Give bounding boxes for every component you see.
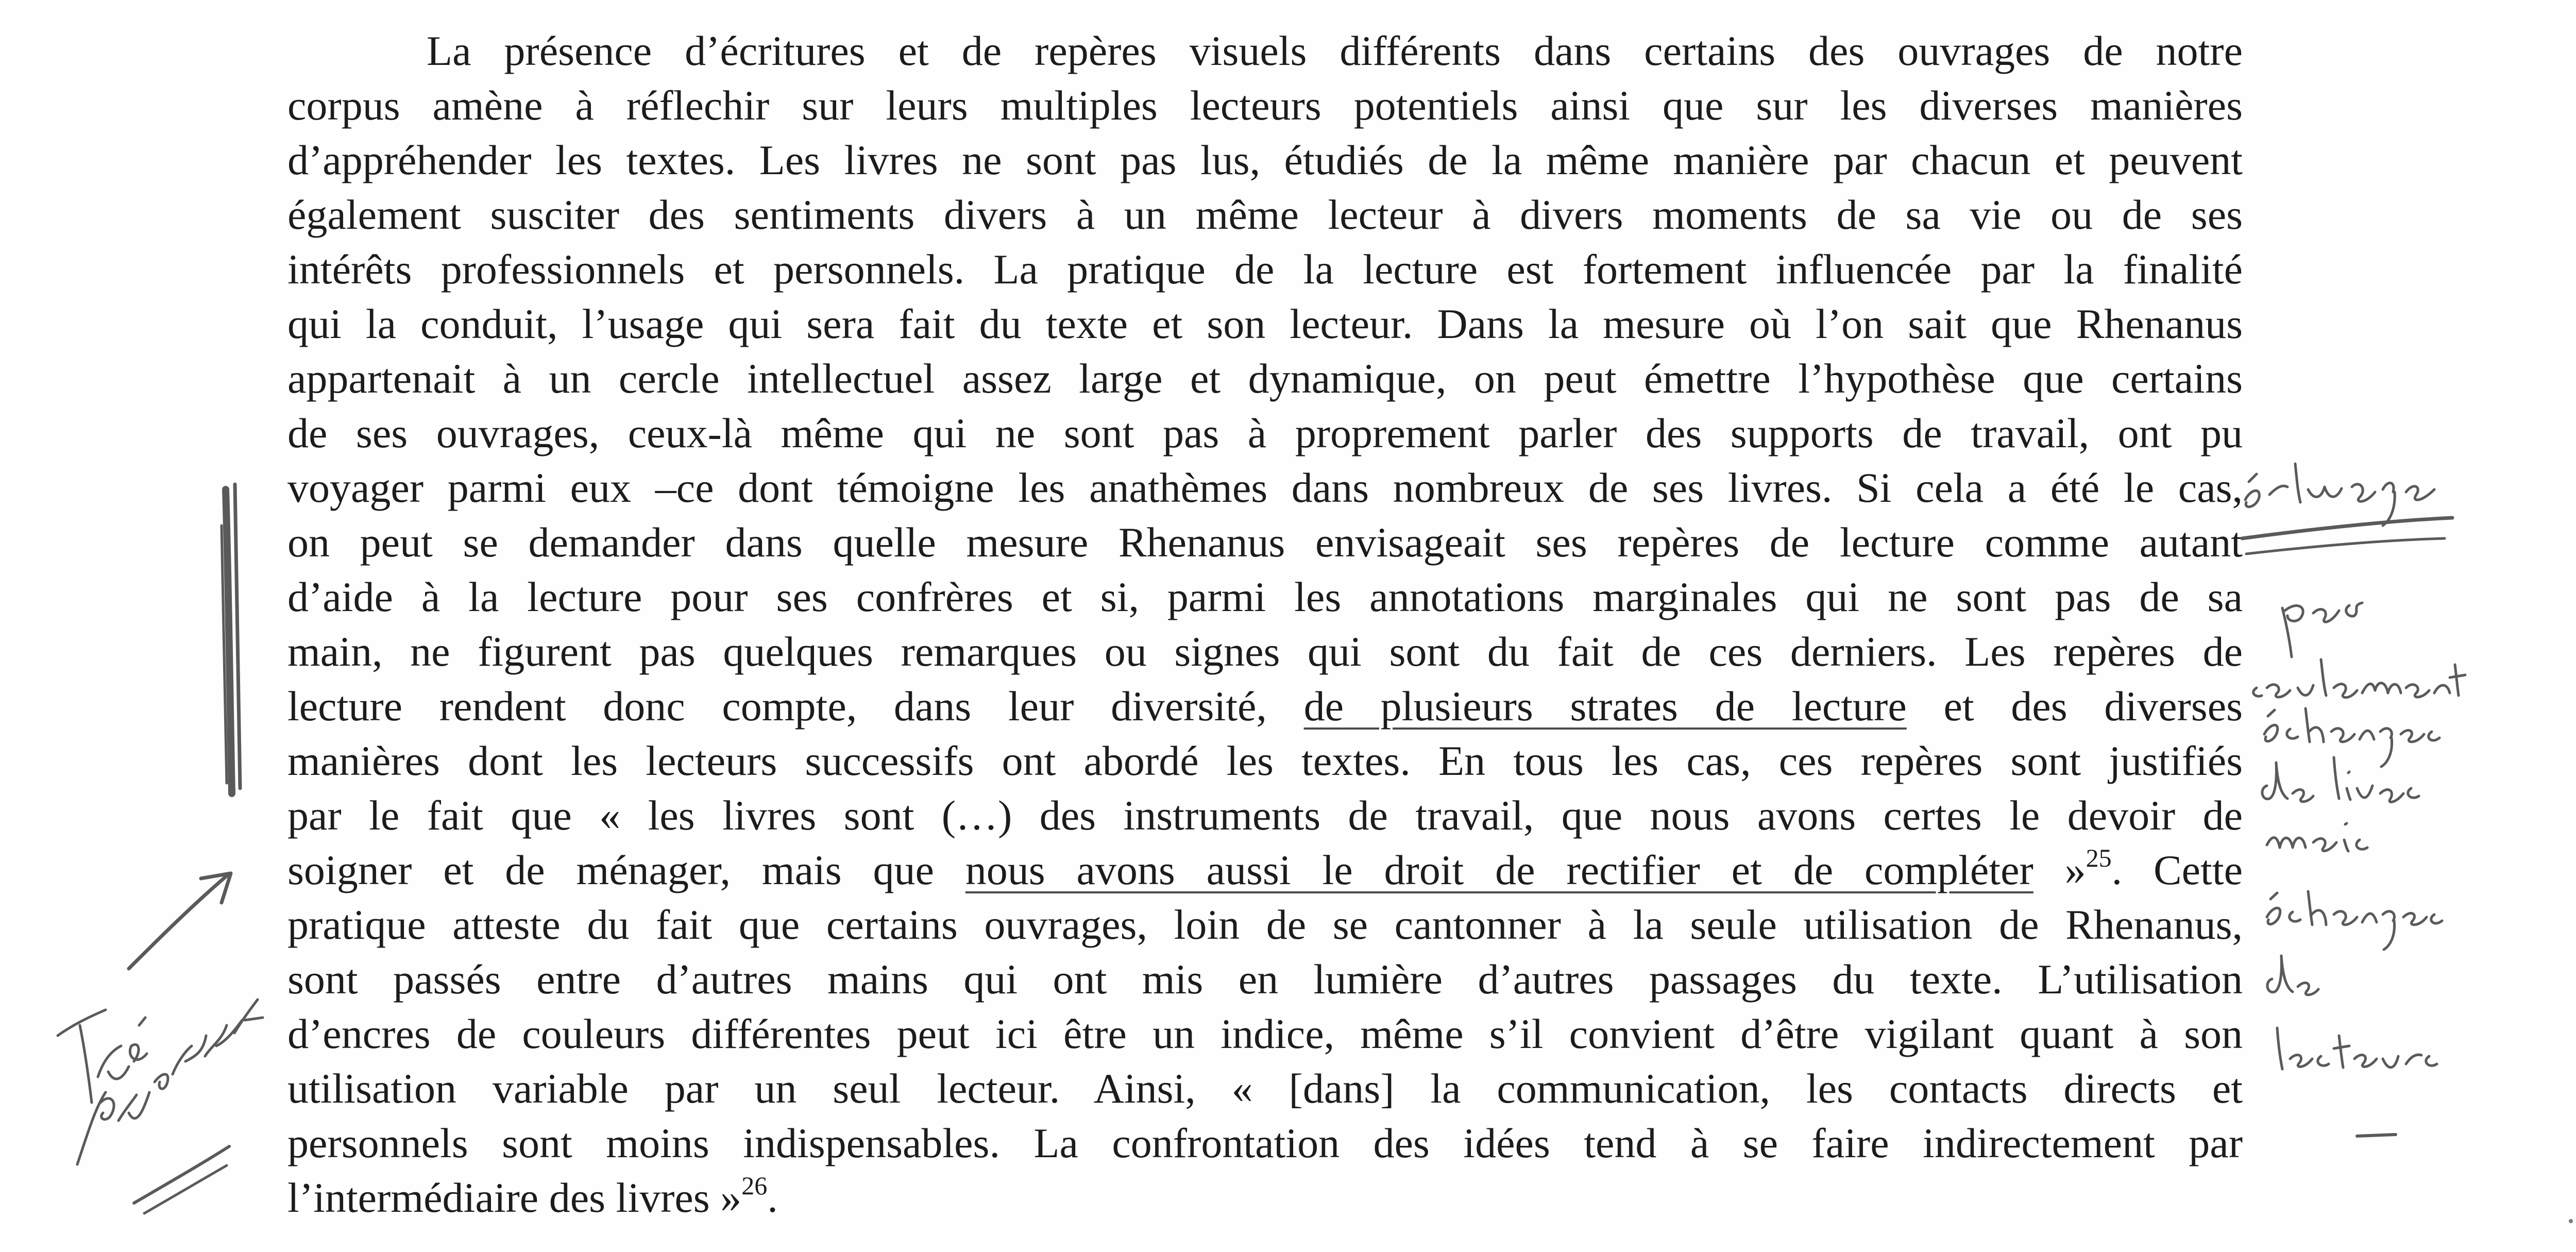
text-line: utilisation variable par un seul lecteur. Ainsi, « [dans] la communication, les contacts directs et	[287, 1065, 2243, 1112]
text-line: de ses ouvrages, ceux-là même qui ne sont pas à proprement parler des supports de travail, ont pu	[287, 410, 2243, 456]
text-line: sont passés entre d’autres mains qui ont mis en lumière d’autres passages du texte. L’utilisation	[287, 956, 2243, 1003]
text-line	[287, 1170, 2243, 1226]
text-line: main, ne figurent pas quelques remarques ou signes qui sont du fait de ces derniers. Les repères de	[287, 628, 2243, 675]
line-text-after: et des diverses	[1906, 683, 2243, 730]
echange-handwriting	[2245, 464, 2434, 526]
text-line: également susciter des sentiments divers à un même lecteur à divers moments de sa vie ou de ses	[287, 191, 2243, 238]
text-line: qui la conduit, l’usage qui sera fait du texte et son lecteur. Dans la mesure où l’on sait que Rhenanus	[287, 300, 2243, 347]
line-text-tail: .	[767, 1174, 778, 1221]
underlined-phrase: nous avons aussi le droit de rectifier et de compléter	[965, 847, 2033, 893]
text-line	[287, 842, 2243, 899]
text-line: d’encres de couleurs différentes peut ici être un indice, même s’il convient d’être vigilant quant à son	[287, 1010, 2243, 1057]
text-line: d’appréhender les textes. Les livres ne sont pas lus, étudiés de la même manière par chacun et peuvent	[287, 137, 2243, 183]
text-line: corpus amène à réflechir sur leurs multiples lecteurs potentiels ainsi que sur les diverses manières	[287, 82, 2243, 129]
text-line: on peut se demander dans quelle mesure Rhenanus envisageait ses repères de lecture comme autant	[287, 519, 2243, 566]
line-text-before: lecture rendent donc compte, dans leur diversité,	[287, 683, 1304, 730]
underlined-phrase: de plusieurs strates de lecture	[1303, 683, 1907, 730]
text-line: voyager parmi eux –ce dont témoigne les anathèmes dans nombreux de ses livres. Si cela a été le cas,	[287, 464, 2243, 511]
line-text-tail: . Cette	[2111, 847, 2243, 893]
text-line	[287, 678, 2243, 735]
text-line: pratique atteste du fait que certains ouvrages, loin de se cantonner à la seule utilisation de Rhenanus,	[287, 901, 2243, 948]
line-text-before: l’intermédiaire des livres »	[287, 1174, 742, 1221]
text-line: appartenait à un cercle intellectuel assez large et dynamique, on peut émettre l’hypothèse que certains	[287, 355, 2243, 402]
margin-bar-mark	[226, 489, 232, 793]
text-line: manières dont les lecteurs successifs ont abordé les textes. En tous les cas, ces repères sont justifiés	[287, 737, 2243, 784]
footnote-ref: 26	[741, 1171, 768, 1200]
text-line: d’aide à la lecture pour ses confrères et si, parmi les annotations marginales qui ne sont pas de sa	[287, 573, 2243, 620]
tres-important-handwriting	[58, 1000, 263, 1164]
text-line: par le fait que « les livres sont (…) des instruments de travail, que nous avons certes le devoir de	[287, 792, 2243, 839]
line-text-after: »	[2033, 847, 2086, 893]
arrow-mark	[129, 876, 227, 969]
right-note-handwriting	[2253, 603, 2465, 1069]
text-line: La présence d’écritures et de repères visuels différents dans certains des ouvrages de notre	[427, 27, 2243, 74]
text-line: personnels sont moins indispensables. La confrontation des idées tend à se faire indirectement par	[287, 1120, 2243, 1166]
line-text-before: soigner et de ménager, mais que	[287, 847, 965, 893]
footnote-ref: 25	[2086, 843, 2112, 872]
text-line: intérêts professionnels et personnels. La pratique de la lecture est fortement influencée par la finalité	[287, 246, 2243, 293]
